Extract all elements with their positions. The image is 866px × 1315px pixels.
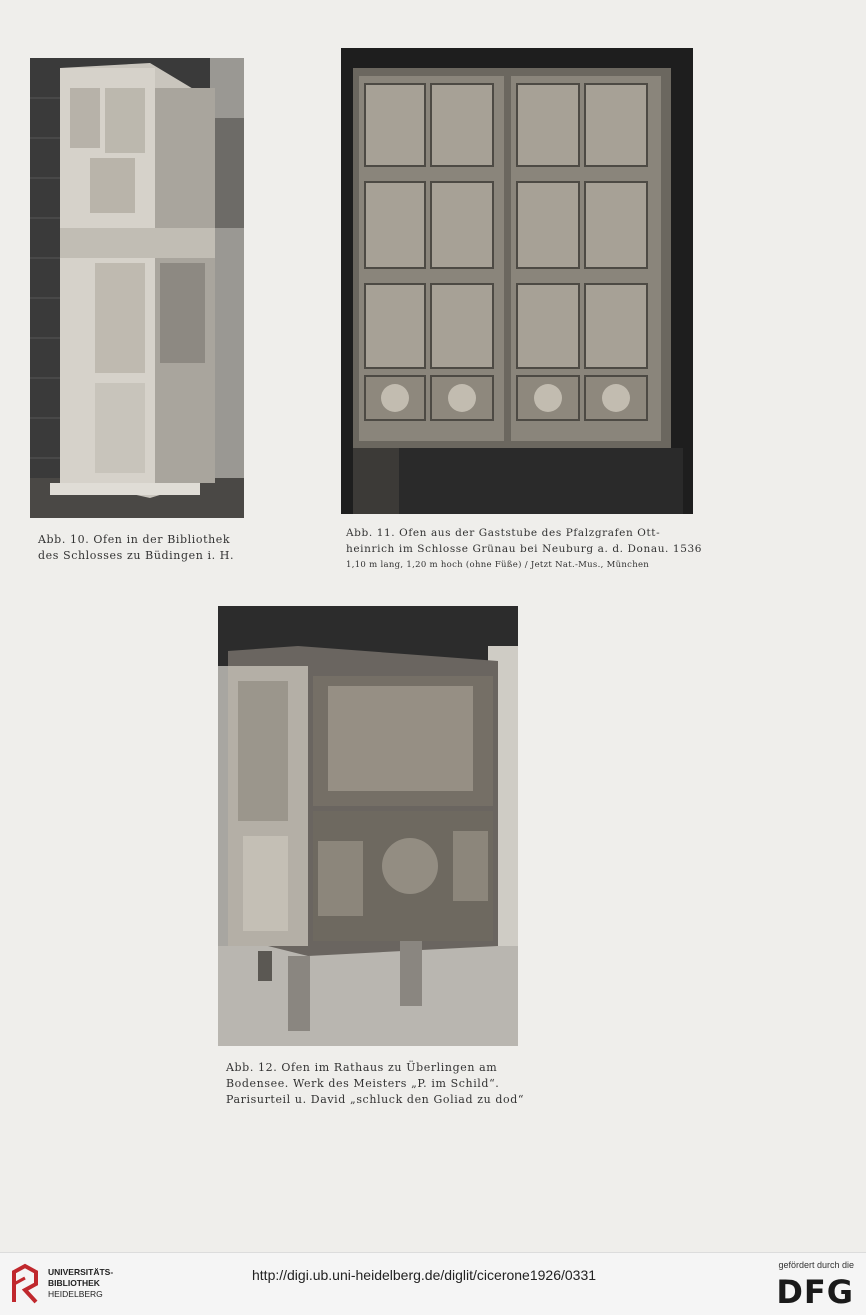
figure-11-caption <box>346 525 706 573</box>
figure-10-caption <box>38 532 258 564</box>
dfg-logo[interactable]: DFG <box>776 1273 854 1311</box>
caption-line: Parisurteil u. David „schluck den Goliad zu dod“ <box>226 1093 525 1106</box>
figure-12-caption <box>226 1060 546 1108</box>
caption-line: Abb. 11. Ofen aus der Gaststube des Pfalzgrafen Ott- <box>346 527 661 539</box>
footer-bar <box>0 1252 866 1315</box>
funded-by-label: gefördert durch die <box>778 1260 854 1270</box>
library-line: HEIDELBERG <box>48 1289 103 1299</box>
library-line: UNIVERSITÄTS- <box>48 1267 114 1277</box>
caption-line: des Schlosses zu Büdingen i. H. <box>38 549 235 562</box>
caption-line: Abb. 12. Ofen im Rathaus zu Überlingen am <box>226 1061 498 1074</box>
caption-line: Bodensee. Werk des Meisters „P. im Schild“. <box>226 1077 500 1090</box>
caption-dimensions: 1,10 m lang, 1,20 m hoch (ohne Füße) / Jetzt Nat.-Mus., München <box>346 560 650 570</box>
permalink-url[interactable]: http://digi.ub.uni-heidelberg.de/diglit/cicerone1926/0331 <box>252 1267 597 1283</box>
library-name[interactable] <box>48 1267 113 1300</box>
caption-line: heinrich im Schlosse Grünau bei Neuburg a. d. Donau. 1536 <box>346 543 703 555</box>
library-line: BIBLIOTHEK <box>48 1278 100 1288</box>
figure-11-photo <box>341 48 693 514</box>
figure-10-photo <box>30 58 244 518</box>
caption-line: Abb. 10. Ofen in der Bibliothek <box>38 533 231 546</box>
university-library-logo[interactable] <box>10 1262 40 1306</box>
figure-12-photo <box>218 606 518 1046</box>
